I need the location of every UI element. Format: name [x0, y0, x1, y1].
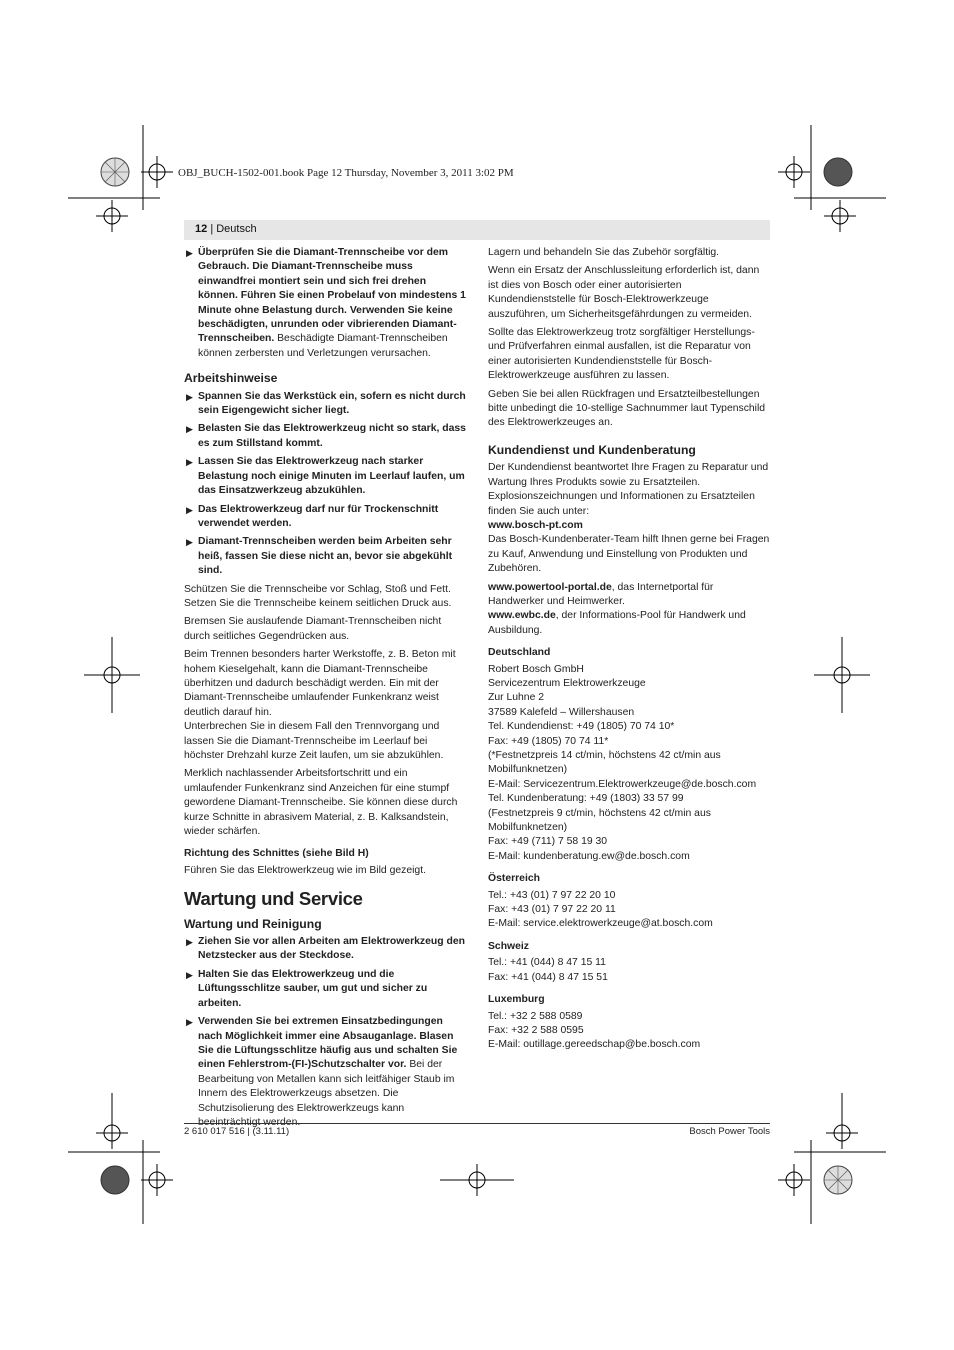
header-separator: |	[210, 223, 214, 235]
heading-arbeitshinweise: Arbeitshinweise	[184, 371, 278, 386]
registration-mark-ml	[84, 637, 140, 713]
bullet-diamond-check: ▶ Überprüfen Sie die Diamant-Trennscheibe vor dem Gebrauch. Die Diamant-Trennscheibe muss einwandfrei montiert sein und sich frei drehen können. Führen Sie einen Probelauf von mindestens 1 Minute ohne Belastung durch. Verwenden Sie keine beschädigten, unrunden oder vibrierenden Diamant-Trennscheiben. Beschädigte Diamant-Trennscheiben können zerbersten und Verletzungen verursachen.	[186, 247, 466, 359]
heading-luxemburg: Luxemburg	[488, 994, 545, 1006]
registration-mark-bl1	[96, 1093, 128, 1149]
registration-mark-br1	[826, 1093, 858, 1149]
paragraph: Geben Sie bei allen Rückfragen und Ersatzteilbestellungen bitte unbedingt die 10-stellige Sachnummer laut Typenschild des Elektrowerkzeuges an.	[488, 388, 766, 429]
page-header	[195, 223, 257, 235]
registration-mark-br2	[778, 1164, 810, 1196]
registration-mark-tl1	[141, 156, 173, 188]
paragraph-portal: www.powertool-portal.de, das Internetportal für Handwerker und Heimwerker.	[488, 581, 714, 607]
contact-line: Fax: +49 (1805) 70 74 11*	[488, 735, 609, 747]
contact-line: Robert Bosch GmbH	[488, 663, 584, 675]
page-header-bar	[184, 220, 770, 240]
bullet-arrow-icon: ▶	[186, 937, 193, 948]
footer-brand: Bosch Power Tools	[689, 1126, 770, 1137]
bullet-arrow-icon: ▶	[186, 504, 193, 515]
paragraph: Merklich nachlassender Arbeitsfortschritt und ein umlaufender Funkenkranz sind Anzeichen für eine stumpf gewordene Diamant-Trennscheibe. Sie können diese durch kurze Schnitte in abrasivem Material, z. B. Kalksandstein, wieder schärfen.	[184, 768, 458, 838]
bullet-arrow-icon: ▶	[186, 537, 193, 548]
contact-line: Fax: +32 2 588 0595	[488, 1024, 584, 1036]
print-slug: OBJ_BUCH-1502-001.book Page 12 Thursday, November 3, 2011 3:02 PM	[178, 167, 514, 179]
bullet-arrow-icon: ▶	[186, 969, 193, 980]
paragraph: Der Kundendienst beantwortet Ihre Fragen zu Reparatur und Wartung Ihres Produkts sowie zu Ersatzteilen. Explosionszeichnungen und Informationen zu Ersatzteilen finden Sie auch unter:	[488, 462, 769, 517]
header-language: Deutsch	[216, 223, 257, 235]
footer-divider	[184, 1123, 770, 1124]
bullet-hot: ▶ Diamant-Trennscheiben werden beim Arbeiten sehr heiß, fassen Sie diese nicht an, bevor sie abgekühlt sind.	[186, 536, 453, 577]
bullet-arrow-icon: ▶	[186, 391, 193, 402]
bullet-clean-vents: ▶ Halten Sie das Elektrowerkzeug und die Lüftungsschlitze sauber, um gut und sicher zu arbeiten.	[186, 968, 428, 1009]
contact-luxemburg	[488, 1010, 770, 1053]
bullet-arrow-icon: ▶	[186, 424, 193, 435]
registration-mark-bc	[440, 1164, 514, 1196]
contact-line: Tel. Kundenberatung: +49 (1803) 33 57 99	[488, 793, 684, 805]
bullet-arrow-icon: ▶	[186, 457, 193, 468]
contact-line: Zur Luhne 2	[488, 692, 545, 704]
paragraph-ewbc: www.ewbc.de, der Informations-Pool für Handwerk und Ausbildung.	[488, 610, 746, 636]
contact-email[interactable]: E-Mail: Servicezentrum.Elektrowerkzeuge@de.bosch.com	[488, 778, 757, 790]
registration-mark-tl2	[96, 200, 128, 232]
paragraph: Beim Trennen besonders harter Werkstoffe, z. B. Beton mit hohem Kieselgehalt, kann die Diamant-Trennscheibe überhitzen und dadurch beschädigt werden. Ein mit der Diamant-Trennscheibe umlaufender Funkenkranz weist deutlich darauf hin.	[184, 649, 456, 718]
contact-line: (Festnetzpreis 9 ct/min, höchstens 42 ct/min aus Mobilfunknetzen)	[488, 807, 711, 834]
link-ewbc[interactable]: www.ewbc.de	[488, 610, 556, 622]
section-title-wartung-service: Wartung und Service	[184, 888, 363, 910]
contact-line: (*Festnetzpreis 14 ct/min, höchstens 42 ct/min aus Mobilfunknetzen)	[488, 750, 721, 776]
registration-mark-tr2	[824, 200, 856, 232]
paragraph: Wenn ein Ersatz der Anschlussleitung erforderlich ist, dann ist dies von Bosch oder einer autorisierten Kundendienststelle für Bosch-Elektrowerkzeuge auszuführen, um Sicherheitsgefährdungen zu vermeiden.	[488, 265, 760, 320]
paragraph: Unterbrechen Sie in diesem Fall den Trennvorgang und lassen Sie die Diamant-Trennscheibe im Leerlauf bei höchster Drehzahl kurze Zeit laufen, um sie abzukühlen.	[184, 721, 444, 761]
contact-line: Tel.: +43 (01) 7 97 22 20 10	[488, 889, 616, 901]
link-bosch-pt[interactable]: www.bosch-pt.com	[488, 519, 583, 531]
bullet-unplug: ▶ Ziehen Sie vor allen Arbeiten am Elektrowerkzeug den Netzstecker aus der Steckdose.	[186, 936, 465, 962]
heading-deutschland: Deutschland	[488, 647, 551, 659]
bullet-arrow-icon: ▶	[186, 1017, 193, 1028]
paragraph: Sollte das Elektrowerkzeug trotz sorgfältiger Herstellungs- und Prüfverfahren einmal ausfallen, ist die Reparatur von einer autorisierten Kundendienststelle für Bosch-Elektrowerkzeuge ausführen zu lassen.	[488, 327, 755, 382]
bullet-workpiece: ▶ Spannen Sie das Werkstück ein, sofern es nicht durch sein Eigengewicht sicher liegt.	[186, 390, 466, 417]
bullet-load: ▶ Belasten Sie das Elektrowerkzeug nicht so stark, dass es zum Stillstand kommt.	[186, 423, 466, 449]
bullet-idle: ▶ Lassen Sie das Elektrowerkzeug nach starker Belastung noch einige Minuten im Leerlauf laufen, um das Einsatzwerkzeug abzukühlen.	[186, 456, 465, 497]
contact-line: Fax: +43 (01) 7 97 22 20 11	[488, 904, 616, 916]
contact-oesterreich	[488, 889, 770, 932]
left-column	[184, 246, 466, 1134]
registration-mark-tr1	[778, 156, 810, 188]
contact-line: Servicezentrum Elektrowerkzeuge	[488, 677, 646, 689]
contact-deutschland	[488, 663, 770, 865]
contact-email[interactable]: E-Mail: outillage.gereedschap@be.bosch.com	[488, 1039, 701, 1051]
heading-richtung: Richtung des Schnittes (siehe Bild H)	[184, 848, 369, 860]
registration-mark-mr	[814, 637, 870, 713]
page-number: 12	[195, 223, 208, 235]
link-powertool-portal[interactable]: www.powertool-portal.de	[488, 581, 612, 593]
bullet-extraction: ▶ Verwenden Sie bei extremen Einsatzbedingungen nach Möglichkeit immer eine Absauganlage. Blasen Sie die Lüftungsschlitze häufig aus und schalten Sie einen Fehlerstrom-(FI-)Schutzschalter vor. Bei der Bearbeitung von Metallen kann sich leitfähiger Staub im Innern des Elektrowerkzeugs absetzen. Die Schutzisolierung des Elektrowerkzeugs kann beeinträchtigt werden.	[186, 1016, 458, 1128]
contact-line: Fax: +41 (044) 8 47 15 51	[488, 971, 608, 983]
registration-mark-bl2	[141, 1164, 173, 1196]
right-column	[488, 246, 770, 1053]
paragraph: Lagern und behandeln Sie das Zubehör sorgfältig.	[488, 247, 720, 258]
contact-line: Tel. Kundendienst: +49 (1805) 70 74 10*	[488, 721, 675, 733]
footer-doc-number: 2 610 017 516 | (3.11.11)	[184, 1126, 290, 1137]
contact-line: Fax: +49 (711) 7 58 19 30	[488, 836, 608, 848]
contact-line: 37589 Kalefeld – Willershausen	[488, 706, 635, 718]
paragraph: Das Bosch-Kundenberater-Team hilft Ihnen gerne bei Fragen zu Kauf, Anwendung und Einstellung von Produkten und Zubehören.	[488, 534, 770, 575]
contact-email[interactable]: E-Mail: kundenberatung.ew@de.bosch.com	[488, 850, 690, 862]
contact-email[interactable]: E-Mail: service.elektrowerkzeuge@at.bosch.com	[488, 918, 713, 930]
paragraph: Führen Sie das Elektrowerkzeug wie im Bild gezeigt.	[184, 864, 426, 876]
bullet-dry-cut: ▶ Das Elektrowerkzeug darf nur für Trockenschnitt verwendet werden.	[186, 503, 439, 529]
contact-line: Tel.: +41 (044) 8 47 15 11	[488, 957, 606, 969]
bullet-arrow-icon: ▶	[186, 248, 193, 258]
heading-wartung-reinigung: Wartung und Reinigung	[184, 916, 322, 931]
paragraph: Schützen Sie die Trennscheibe vor Schlag, Stoß und Fett. Setzen Sie die Trennscheibe keinem seitlichen Druck aus.	[184, 583, 452, 609]
contact-schweiz	[488, 956, 770, 985]
heading-oesterreich: Österreich	[488, 873, 540, 885]
heading-schweiz: Schweiz	[488, 940, 529, 952]
heading-kundendienst: Kundendienst und Kundenberatung	[488, 442, 696, 457]
contact-line: Tel.: +32 2 588 0589	[488, 1010, 583, 1022]
paragraph: Bremsen Sie auslaufende Diamant-Trennscheiben nicht durch seitliches Gegendrücken aus.	[184, 616, 442, 642]
